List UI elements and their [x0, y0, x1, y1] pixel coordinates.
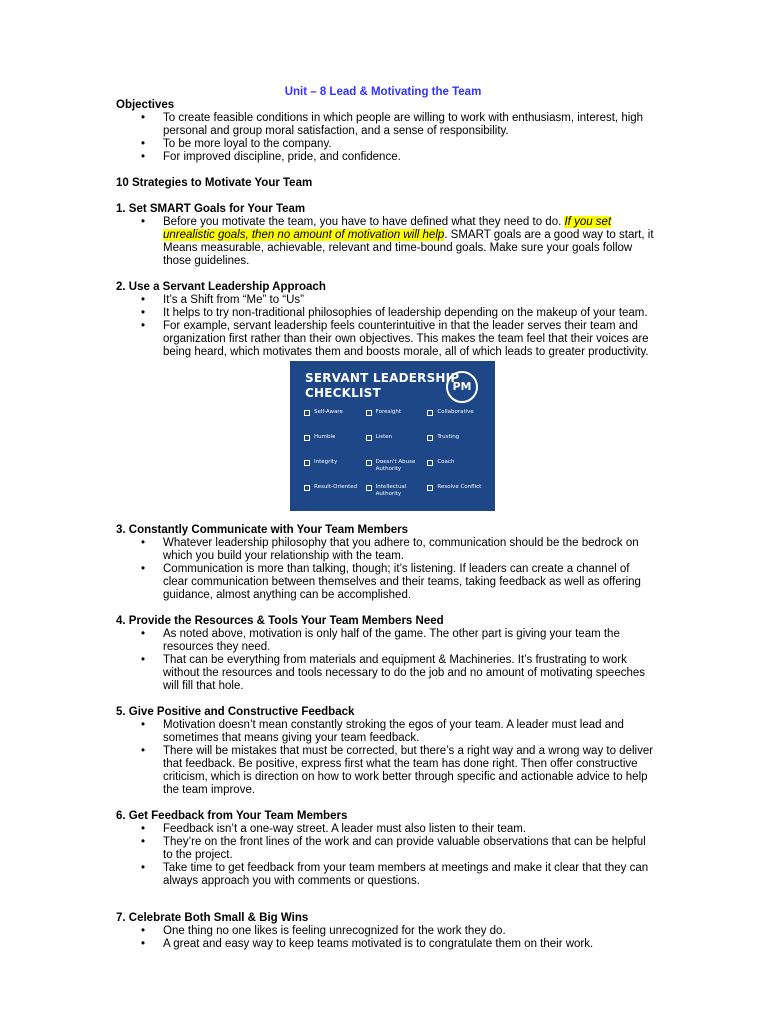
- checkbox-icon: [304, 435, 310, 441]
- checklist-grid: [304, 409, 489, 509]
- checklist-item: Trusting: [427, 434, 489, 459]
- page-title: Unit – 8 Lead & Motivating the Team: [284, 86, 482, 98]
- checklist-item: Humble: [304, 434, 366, 459]
- section-2-list: [116, 294, 656, 359]
- list-item: • They’re on the front lines of the work and can provide valuable observations that can be helpful to the project.: [116, 836, 656, 862]
- checklist-item: Intellectual Authority: [366, 484, 428, 509]
- checkbox-icon: [366, 460, 372, 466]
- checkbox-icon: [427, 485, 433, 491]
- list-item: • To be more loyal to the company.: [116, 138, 656, 151]
- list-item: • For improved discipline, pride, and confidence.: [116, 151, 656, 164]
- list-item: • One thing no one likes is feeling unrecognized for the work they do.: [116, 925, 656, 938]
- checkbox-icon: [304, 460, 310, 466]
- list-item: • There will be mistakes that must be corrected, but there’s a right way and a wrong way to deliver that feedback. Be positive, express first what the team has done right. Then offer constructive criticism, which is direction on how to work better through specific and actionable advice to help the team improve.: [116, 745, 656, 797]
- objectives-heading: Objectives: [116, 99, 175, 111]
- section-heading-7: 7. Celebrate Both Small & Big Wins: [116, 912, 309, 924]
- checkbox-icon: [427, 435, 433, 441]
- checklist-row: [304, 459, 489, 484]
- section-heading-2: 2. Use a Servant Leadership Approach: [116, 281, 326, 293]
- checkbox-icon: [366, 485, 372, 491]
- list-item: • A great and easy way to keep teams motivated is to congratulate them on their work.: [116, 938, 656, 951]
- list-item: • It’s a Shift from “Me” to “Us”: [116, 294, 656, 307]
- section-6-list: [116, 823, 656, 888]
- checklist-item: Result-Oriented: [304, 484, 366, 509]
- servant-leadership-checklist-image: [290, 361, 495, 511]
- checklist-item: Collaborative: [427, 409, 489, 434]
- list-item: • Feedback isn’t a one-way street. A leader must also listen to their team.: [116, 823, 656, 836]
- objectives-list: [116, 112, 656, 164]
- checklist-item: Doesn't Abuse Authority: [366, 459, 428, 484]
- list-item: • It helps to try non-traditional philosophies of leadership depending on the makeup of your team.: [116, 307, 656, 320]
- list-item: • To create feasible conditions in which people are willing to work with enthusiasm, interest, high personal and group moral satisfaction, and a sense of responsibility.: [116, 112, 656, 138]
- list-item: • Take time to get feedback from your team members at meetings and make it clear that they can always approach you with comments or questions.: [116, 862, 656, 888]
- section-7-list: [116, 925, 656, 951]
- checklist-item: Listen: [366, 434, 428, 459]
- checklist-item: Foresight: [366, 409, 428, 434]
- section-heading-4: 4. Provide the Resources & Tools Your Team Members Need: [116, 615, 444, 627]
- section-heading-5: 5. Give Positive and Constructive Feedback: [116, 706, 355, 718]
- highlighted-text: If you set unrealistic goals, then no amount of motivation will help: [163, 216, 612, 241]
- document-body: [116, 86, 656, 951]
- section-heading-1: 1. Set SMART Goals for Your Team: [116, 203, 306, 215]
- strategies-heading: 10 Strategies to Motivate Your Team: [116, 177, 313, 189]
- checklist-row: [304, 484, 489, 509]
- list-item: • As noted above, motivation is only half of the game. The other part is giving your team the resources they need.: [116, 628, 656, 654]
- section-5-list: [116, 719, 656, 797]
- checklist-row: [304, 409, 489, 434]
- checklist-title: SERVANT LEADERSHIP CHECKLIST: [305, 371, 460, 400]
- list-item: • For example, servant leadership feels counterintuitive in that the leader serves their team and organization first rather than their own objectives. This makes the team feel that their voices are being heard, which motivates them and boosts morale, all of which leads to greater productivity.: [116, 320, 656, 359]
- section-4-list: [116, 628, 656, 693]
- checkbox-icon: [366, 410, 372, 416]
- list-item: [116, 216, 656, 268]
- checkbox-icon: [427, 460, 433, 466]
- checkbox-icon: [427, 410, 433, 416]
- list-item: • Communication is more than talking, though; it’s listening. If leaders can create a channel of clear communication between themselves and their teams, taking feedback as well as offering guidance, almost anything can be accomplished.: [116, 563, 656, 602]
- checkbox-icon: [366, 435, 372, 441]
- checklist-row: [304, 434, 489, 459]
- pm-logo-icon: PM: [446, 371, 478, 403]
- checklist-item: Integrity: [304, 459, 366, 484]
- list-item-text: Before you motivate the team, you have to have defined what they need to do.: [163, 216, 565, 228]
- list-item: • Whatever leadership philosophy that you adhere to, communication should be the bedrock on which you build your relationship with the team.: [116, 537, 656, 563]
- list-item-text: . SMART goals are a good way to start, it Means measurable, achievable, relevant and time-bound goals. Make sure your goals follow those guidelines.: [163, 229, 654, 267]
- section-3-list: [116, 537, 656, 602]
- checkbox-icon: [304, 410, 310, 416]
- section-heading-6: 6. Get Feedback from Your Team Members: [116, 810, 348, 822]
- checklist-item: Resolve Conflict: [427, 484, 489, 509]
- section-heading-3: 3. Constantly Communicate with Your Team Members: [116, 524, 409, 536]
- checklist-item: Coach: [427, 459, 489, 484]
- list-item: • That can be everything from materials and equipment & Machineries. It’s frustrating to work without the resources and tools necessary to do the job and no amount of motivating speeches will fill that hole.: [116, 654, 656, 693]
- list-item: • Motivation doesn’t mean constantly stroking the egos of your team. A leader must lead and sometimes that means giving your team feedback.: [116, 719, 656, 745]
- section-1-list: [116, 216, 656, 268]
- checklist-item: Self-Aware: [304, 409, 366, 434]
- checkbox-icon: [304, 485, 310, 491]
